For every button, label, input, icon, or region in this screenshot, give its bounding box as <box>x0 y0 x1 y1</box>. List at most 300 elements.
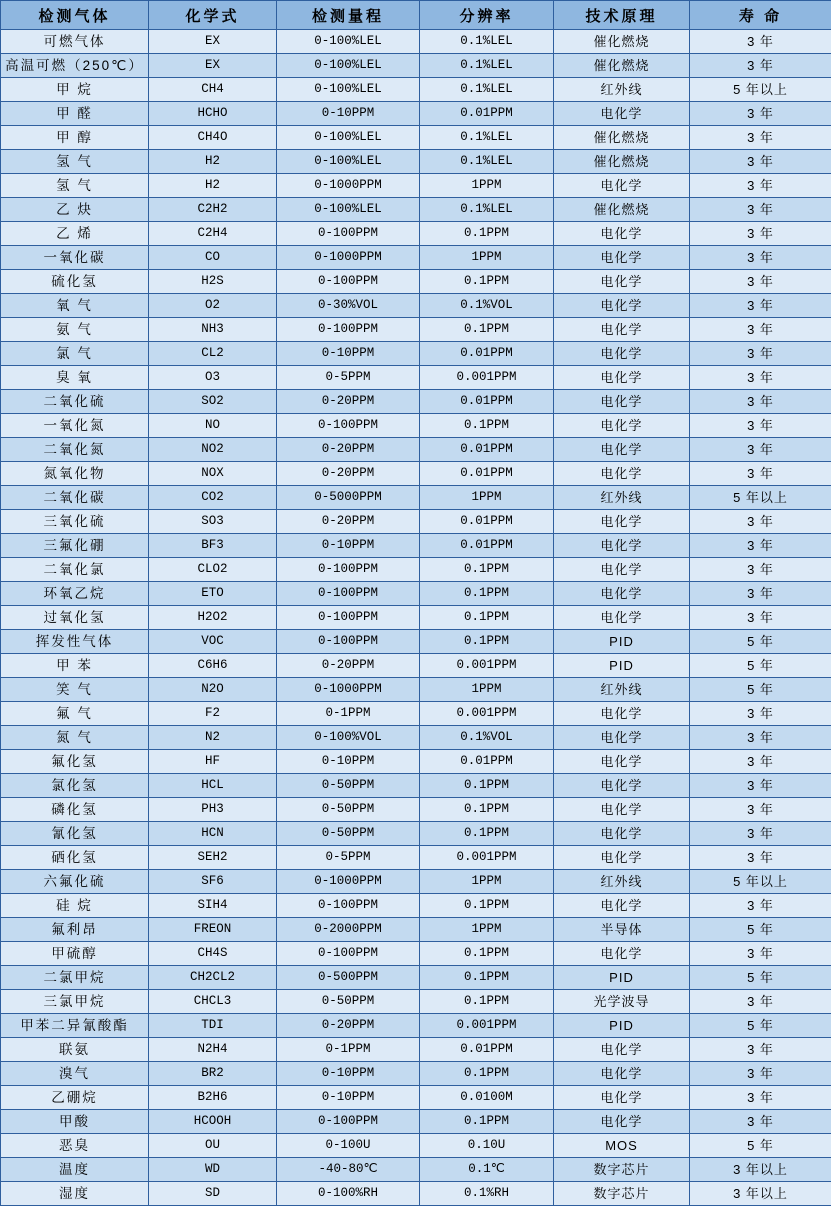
cell-formula: HCOOH <box>149 1110 277 1134</box>
cell-resolution: 0.1PPM <box>420 630 554 654</box>
cell-lifetime: 3 年 <box>690 606 831 630</box>
table-row <box>1 390 831 414</box>
cell-resolution: 0.001PPM <box>420 654 554 678</box>
cell-resolution: 0.1%LEL <box>420 126 554 150</box>
cell-resolution: 0.01PPM <box>420 342 554 366</box>
table-row <box>1 678 831 702</box>
table-row <box>1 750 831 774</box>
header-row <box>1 1 831 30</box>
cell-lifetime: 3 年 <box>690 30 831 54</box>
cell-technology: 催化燃烧 <box>554 54 690 78</box>
cell-gas: 氮 气 <box>1 726 149 750</box>
cell-range: 0-100PPM <box>277 630 420 654</box>
cell-technology: 红外线 <box>554 78 690 102</box>
cell-formula: CO <box>149 246 277 270</box>
cell-technology: 电化学 <box>554 894 690 918</box>
table-row <box>1 1086 831 1110</box>
cell-formula: CH4 <box>149 78 277 102</box>
cell-lifetime: 3 年 <box>690 846 831 870</box>
table-row <box>1 54 831 78</box>
cell-technology: 电化学 <box>554 294 690 318</box>
cell-technology: 电化学 <box>554 822 690 846</box>
cell-formula: B2H6 <box>149 1086 277 1110</box>
table-row <box>1 30 831 54</box>
cell-formula: C2H2 <box>149 198 277 222</box>
table-row <box>1 366 831 390</box>
cell-gas: 恶臭 <box>1 1134 149 1158</box>
cell-range: 0-20PPM <box>277 654 420 678</box>
cell-resolution: 0.01PPM <box>420 510 554 534</box>
cell-technology: 电化学 <box>554 1062 690 1086</box>
cell-gas: 氨 气 <box>1 318 149 342</box>
cell-resolution: 0.1PPM <box>420 822 554 846</box>
cell-resolution: 0.1PPM <box>420 774 554 798</box>
cell-technology: 电化学 <box>554 1110 690 1134</box>
cell-range: 0-100%RH <box>277 1182 420 1206</box>
cell-technology: 电化学 <box>554 102 690 126</box>
cell-formula: VOC <box>149 630 277 654</box>
table-row <box>1 510 831 534</box>
table-header <box>1 1 831 30</box>
cell-range: 0-1000PPM <box>277 870 420 894</box>
cell-resolution: 0.1PPM <box>420 414 554 438</box>
cell-resolution: 0.1%VOL <box>420 726 554 750</box>
cell-formula: F2 <box>149 702 277 726</box>
table-row <box>1 294 831 318</box>
cell-range: 0-100U <box>277 1134 420 1158</box>
cell-formula: O2 <box>149 294 277 318</box>
cell-resolution: 0.1PPM <box>420 606 554 630</box>
cell-technology: 电化学 <box>554 750 690 774</box>
cell-range: 0-1000PPM <box>277 678 420 702</box>
cell-lifetime: 5 年 <box>690 1134 831 1158</box>
cell-resolution: 0.1PPM <box>420 318 554 342</box>
cell-gas: 乙硼烷 <box>1 1086 149 1110</box>
cell-range: 0-30%VOL <box>277 294 420 318</box>
cell-technology: PID <box>554 654 690 678</box>
cell-gas: 环氧乙烷 <box>1 582 149 606</box>
table-row <box>1 246 831 270</box>
cell-gas: 可燃气体 <box>1 30 149 54</box>
cell-gas: 二氯甲烷 <box>1 966 149 990</box>
cell-gas: 二氧化硫 <box>1 390 149 414</box>
cell-resolution: 1PPM <box>420 486 554 510</box>
cell-technology: 数字芯片 <box>554 1158 690 1182</box>
cell-lifetime: 3 年 <box>690 198 831 222</box>
cell-range: 0-100%LEL <box>277 78 420 102</box>
cell-resolution: 0.1%RH <box>420 1182 554 1206</box>
cell-technology: 电化学 <box>554 1086 690 1110</box>
table-row <box>1 1014 831 1038</box>
column-header-lifetime: 寿 命 <box>690 1 831 30</box>
cell-range: 0-100%LEL <box>277 30 420 54</box>
cell-technology: 催化燃烧 <box>554 126 690 150</box>
cell-range: 0-5PPM <box>277 846 420 870</box>
cell-resolution: 0.1PPM <box>420 990 554 1014</box>
cell-formula: SO3 <box>149 510 277 534</box>
cell-technology: 电化学 <box>554 366 690 390</box>
cell-technology: 光学波导 <box>554 990 690 1014</box>
cell-formula: SO2 <box>149 390 277 414</box>
cell-resolution: 0.1%LEL <box>420 78 554 102</box>
cell-resolution: 1PPM <box>420 678 554 702</box>
table-row <box>1 486 831 510</box>
cell-formula: CL2 <box>149 342 277 366</box>
cell-formula: EX <box>149 30 277 54</box>
cell-technology: 红外线 <box>554 870 690 894</box>
cell-resolution: 0.1℃ <box>420 1158 554 1182</box>
cell-gas: 溴气 <box>1 1062 149 1086</box>
cell-technology: PID <box>554 966 690 990</box>
cell-gas: 氰化氢 <box>1 822 149 846</box>
cell-range: 0-2000PPM <box>277 918 420 942</box>
cell-lifetime: 3 年以上 <box>690 1158 831 1182</box>
cell-range: 0-10PPM <box>277 534 420 558</box>
cell-formula: NH3 <box>149 318 277 342</box>
table-row <box>1 150 831 174</box>
cell-range: 0-10PPM <box>277 102 420 126</box>
cell-formula: N2 <box>149 726 277 750</box>
cell-lifetime: 3 年 <box>690 126 831 150</box>
cell-technology: 电化学 <box>554 222 690 246</box>
cell-lifetime: 5 年 <box>690 1014 831 1038</box>
cell-formula: HCHO <box>149 102 277 126</box>
cell-gas: 联氨 <box>1 1038 149 1062</box>
cell-gas: 甲 醇 <box>1 126 149 150</box>
cell-range: 0-100%LEL <box>277 54 420 78</box>
table-row <box>1 798 831 822</box>
table-row <box>1 126 831 150</box>
cell-lifetime: 3 年 <box>690 246 831 270</box>
table-row <box>1 318 831 342</box>
cell-formula: CH4S <box>149 942 277 966</box>
cell-resolution: 0.10U <box>420 1134 554 1158</box>
cell-gas: 二氧化氯 <box>1 558 149 582</box>
cell-resolution: 1PPM <box>420 918 554 942</box>
cell-gas: 硫化氢 <box>1 270 149 294</box>
cell-range: 0-100%VOL <box>277 726 420 750</box>
cell-gas: 三氧化硫 <box>1 510 149 534</box>
cell-range: -40-80℃ <box>277 1158 420 1182</box>
cell-resolution: 0.1%VOL <box>420 294 554 318</box>
table-row <box>1 990 831 1014</box>
cell-technology: 催化燃烧 <box>554 198 690 222</box>
cell-resolution: 0.1%LEL <box>420 54 554 78</box>
cell-technology: 电化学 <box>554 534 690 558</box>
cell-technology: PID <box>554 1014 690 1038</box>
cell-resolution: 0.1PPM <box>420 798 554 822</box>
table-row <box>1 102 831 126</box>
cell-resolution: 0.01PPM <box>420 102 554 126</box>
cell-resolution: 0.001PPM <box>420 702 554 726</box>
cell-resolution: 0.01PPM <box>420 750 554 774</box>
cell-gas: 氧 气 <box>1 294 149 318</box>
cell-range: 0-100PPM <box>277 1110 420 1134</box>
cell-gas: 挥发性气体 <box>1 630 149 654</box>
cell-gas: 甲硫醇 <box>1 942 149 966</box>
cell-gas: 六氟化硫 <box>1 870 149 894</box>
cell-gas: 氯化氢 <box>1 774 149 798</box>
cell-lifetime: 5 年 <box>690 966 831 990</box>
cell-technology: 电化学 <box>554 798 690 822</box>
table-row <box>1 78 831 102</box>
cell-lifetime: 5 年 <box>690 918 831 942</box>
cell-range: 0-1PPM <box>277 1038 420 1062</box>
cell-range: 0-10PPM <box>277 1086 420 1110</box>
cell-formula: H2S <box>149 270 277 294</box>
cell-gas: 二氧化氮 <box>1 438 149 462</box>
cell-gas: 乙 炔 <box>1 198 149 222</box>
table-row <box>1 270 831 294</box>
cell-range: 0-1000PPM <box>277 246 420 270</box>
cell-technology: 电化学 <box>554 774 690 798</box>
cell-technology: 电化学 <box>554 438 690 462</box>
table-row <box>1 1134 831 1158</box>
cell-gas: 湿度 <box>1 1182 149 1206</box>
cell-lifetime: 3 年 <box>690 822 831 846</box>
cell-gas: 一氧化碳 <box>1 246 149 270</box>
cell-technology: 电化学 <box>554 414 690 438</box>
cell-range: 0-100%LEL <box>277 150 420 174</box>
cell-lifetime: 3 年 <box>690 582 831 606</box>
cell-gas: 氟化氢 <box>1 750 149 774</box>
cell-technology: 红外线 <box>554 486 690 510</box>
table-row <box>1 846 831 870</box>
cell-range: 0-500PPM <box>277 966 420 990</box>
cell-gas: 硅 烷 <box>1 894 149 918</box>
cell-technology: 数字芯片 <box>554 1182 690 1206</box>
cell-lifetime: 3 年 <box>690 318 831 342</box>
table-row <box>1 870 831 894</box>
cell-gas: 氮氧化物 <box>1 462 149 486</box>
table-row <box>1 1062 831 1086</box>
cell-resolution: 0.1%LEL <box>420 198 554 222</box>
cell-formula: NO2 <box>149 438 277 462</box>
cell-range: 0-20PPM <box>277 1014 420 1038</box>
cell-technology: 电化学 <box>554 246 690 270</box>
cell-technology: 电化学 <box>554 390 690 414</box>
cell-range: 0-50PPM <box>277 798 420 822</box>
cell-resolution: 0.1PPM <box>420 894 554 918</box>
table-row <box>1 894 831 918</box>
cell-range: 0-20PPM <box>277 510 420 534</box>
cell-range: 0-50PPM <box>277 822 420 846</box>
cell-technology: MOS <box>554 1134 690 1158</box>
cell-range: 0-5000PPM <box>277 486 420 510</box>
cell-formula: SF6 <box>149 870 277 894</box>
cell-formula: NOX <box>149 462 277 486</box>
cell-gas: 磷化氢 <box>1 798 149 822</box>
cell-resolution: 0.01PPM <box>420 438 554 462</box>
cell-range: 0-50PPM <box>277 774 420 798</box>
cell-formula: ETO <box>149 582 277 606</box>
cell-lifetime: 3 年 <box>690 726 831 750</box>
cell-formula: BR2 <box>149 1062 277 1086</box>
cell-range: 0-100PPM <box>277 582 420 606</box>
cell-resolution: 0.0100M <box>420 1086 554 1110</box>
cell-technology: 电化学 <box>554 462 690 486</box>
column-header-range: 检测量程 <box>277 1 420 30</box>
cell-technology: 电化学 <box>554 558 690 582</box>
cell-resolution: 1PPM <box>420 246 554 270</box>
cell-range: 0-50PPM <box>277 990 420 1014</box>
table-row <box>1 918 831 942</box>
cell-technology: 电化学 <box>554 270 690 294</box>
cell-resolution: 0.1%LEL <box>420 30 554 54</box>
cell-lifetime: 3 年 <box>690 774 831 798</box>
cell-technology: 催化燃烧 <box>554 150 690 174</box>
cell-gas: 高温可燃（250℃） <box>1 54 149 78</box>
cell-range: 0-20PPM <box>277 462 420 486</box>
cell-formula: HCN <box>149 822 277 846</box>
cell-lifetime: 3 年 <box>690 558 831 582</box>
cell-formula: EX <box>149 54 277 78</box>
cell-gas: 甲 醛 <box>1 102 149 126</box>
cell-formula: N2H4 <box>149 1038 277 1062</box>
cell-lifetime: 3 年 <box>690 1086 831 1110</box>
cell-lifetime: 3 年 <box>690 342 831 366</box>
cell-range: 0-5PPM <box>277 366 420 390</box>
cell-technology: 电化学 <box>554 942 690 966</box>
cell-resolution: 0.1PPM <box>420 966 554 990</box>
cell-range: 0-100PPM <box>277 894 420 918</box>
cell-technology: 电化学 <box>554 174 690 198</box>
cell-technology: 电化学 <box>554 318 690 342</box>
table-body <box>1 30 831 1206</box>
cell-gas: 氟 气 <box>1 702 149 726</box>
cell-technology: 电化学 <box>554 846 690 870</box>
cell-formula: N2O <box>149 678 277 702</box>
cell-lifetime: 3 年 <box>690 702 831 726</box>
cell-resolution: 0.1%LEL <box>420 150 554 174</box>
cell-lifetime: 5 年 <box>690 654 831 678</box>
cell-formula: CHCL3 <box>149 990 277 1014</box>
cell-lifetime: 3 年 <box>690 750 831 774</box>
cell-range: 0-100PPM <box>277 318 420 342</box>
cell-resolution: 0.1PPM <box>420 270 554 294</box>
cell-lifetime: 3 年 <box>690 102 831 126</box>
cell-lifetime: 3 年 <box>690 438 831 462</box>
cell-resolution: 0.1PPM <box>420 582 554 606</box>
cell-resolution: 0.01PPM <box>420 1038 554 1062</box>
cell-formula: CH4O <box>149 126 277 150</box>
cell-technology: PID <box>554 630 690 654</box>
table-row <box>1 342 831 366</box>
cell-formula: SIH4 <box>149 894 277 918</box>
table-row <box>1 1182 831 1206</box>
table-row <box>1 582 831 606</box>
table-row <box>1 462 831 486</box>
table-row <box>1 222 831 246</box>
cell-formula: H2 <box>149 150 277 174</box>
cell-lifetime: 3 年 <box>690 54 831 78</box>
cell-lifetime: 5 年以上 <box>690 870 831 894</box>
cell-lifetime: 3 年 <box>690 942 831 966</box>
cell-formula: HF <box>149 750 277 774</box>
cell-formula: SD <box>149 1182 277 1206</box>
cell-formula: CH2CL2 <box>149 966 277 990</box>
cell-gas: 臭 氧 <box>1 366 149 390</box>
cell-lifetime: 3 年 <box>690 990 831 1014</box>
cell-resolution: 1PPM <box>420 174 554 198</box>
cell-lifetime: 3 年 <box>690 798 831 822</box>
table-row <box>1 702 831 726</box>
cell-gas: 笑 气 <box>1 678 149 702</box>
cell-technology: 电化学 <box>554 702 690 726</box>
cell-gas: 三氯甲烷 <box>1 990 149 1014</box>
cell-lifetime: 3 年 <box>690 1038 831 1062</box>
table-row <box>1 726 831 750</box>
cell-range: 0-10PPM <box>277 1062 420 1086</box>
cell-lifetime: 3 年 <box>690 1110 831 1134</box>
cell-formula: C2H4 <box>149 222 277 246</box>
cell-range: 0-100PPM <box>277 558 420 582</box>
cell-formula: BF3 <box>149 534 277 558</box>
table-row <box>1 1158 831 1182</box>
cell-resolution: 0.001PPM <box>420 1014 554 1038</box>
cell-gas: 三氟化硼 <box>1 534 149 558</box>
table-row <box>1 174 831 198</box>
cell-range: 0-20PPM <box>277 438 420 462</box>
column-header-gas: 检测气体 <box>1 1 149 30</box>
cell-gas: 甲苯二异氰酸酯 <box>1 1014 149 1038</box>
cell-range: 0-10PPM <box>277 342 420 366</box>
column-header-formula: 化学式 <box>149 1 277 30</box>
cell-range: 0-10PPM <box>277 750 420 774</box>
cell-resolution: 0.001PPM <box>420 366 554 390</box>
cell-formula: TDI <box>149 1014 277 1038</box>
cell-range: 0-100PPM <box>277 222 420 246</box>
cell-lifetime: 3 年 <box>690 366 831 390</box>
cell-range: 0-100PPM <box>277 270 420 294</box>
cell-lifetime: 3 年 <box>690 270 831 294</box>
cell-technology: 催化燃烧 <box>554 30 690 54</box>
cell-formula: H2 <box>149 174 277 198</box>
column-header-resolution: 分辨率 <box>420 1 554 30</box>
cell-lifetime: 3 年 <box>690 462 831 486</box>
cell-resolution: 0.1PPM <box>420 942 554 966</box>
cell-range: 0-100%LEL <box>277 198 420 222</box>
cell-resolution: 0.1PPM <box>420 1110 554 1134</box>
cell-resolution: 0.001PPM <box>420 846 554 870</box>
table-row <box>1 1110 831 1134</box>
cell-lifetime: 3 年 <box>690 150 831 174</box>
cell-formula: CO2 <box>149 486 277 510</box>
cell-gas: 乙 烯 <box>1 222 149 246</box>
cell-lifetime: 3 年 <box>690 510 831 534</box>
cell-technology: 电化学 <box>554 510 690 534</box>
cell-range: 0-1000PPM <box>277 174 420 198</box>
table-row <box>1 774 831 798</box>
cell-gas: 过氧化氢 <box>1 606 149 630</box>
cell-gas: 甲 烷 <box>1 78 149 102</box>
cell-lifetime: 3 年 <box>690 414 831 438</box>
table-row <box>1 942 831 966</box>
cell-gas: 甲酸 <box>1 1110 149 1134</box>
cell-formula: PH3 <box>149 798 277 822</box>
cell-formula: HCL <box>149 774 277 798</box>
cell-formula: SEH2 <box>149 846 277 870</box>
cell-resolution: 0.1PPM <box>420 1062 554 1086</box>
cell-formula: NO <box>149 414 277 438</box>
cell-technology: 电化学 <box>554 726 690 750</box>
cell-technology: 红外线 <box>554 678 690 702</box>
cell-formula: WD <box>149 1158 277 1182</box>
cell-formula: FREON <box>149 918 277 942</box>
cell-resolution: 0.1PPM <box>420 222 554 246</box>
table-row <box>1 822 831 846</box>
cell-technology: 电化学 <box>554 1038 690 1062</box>
